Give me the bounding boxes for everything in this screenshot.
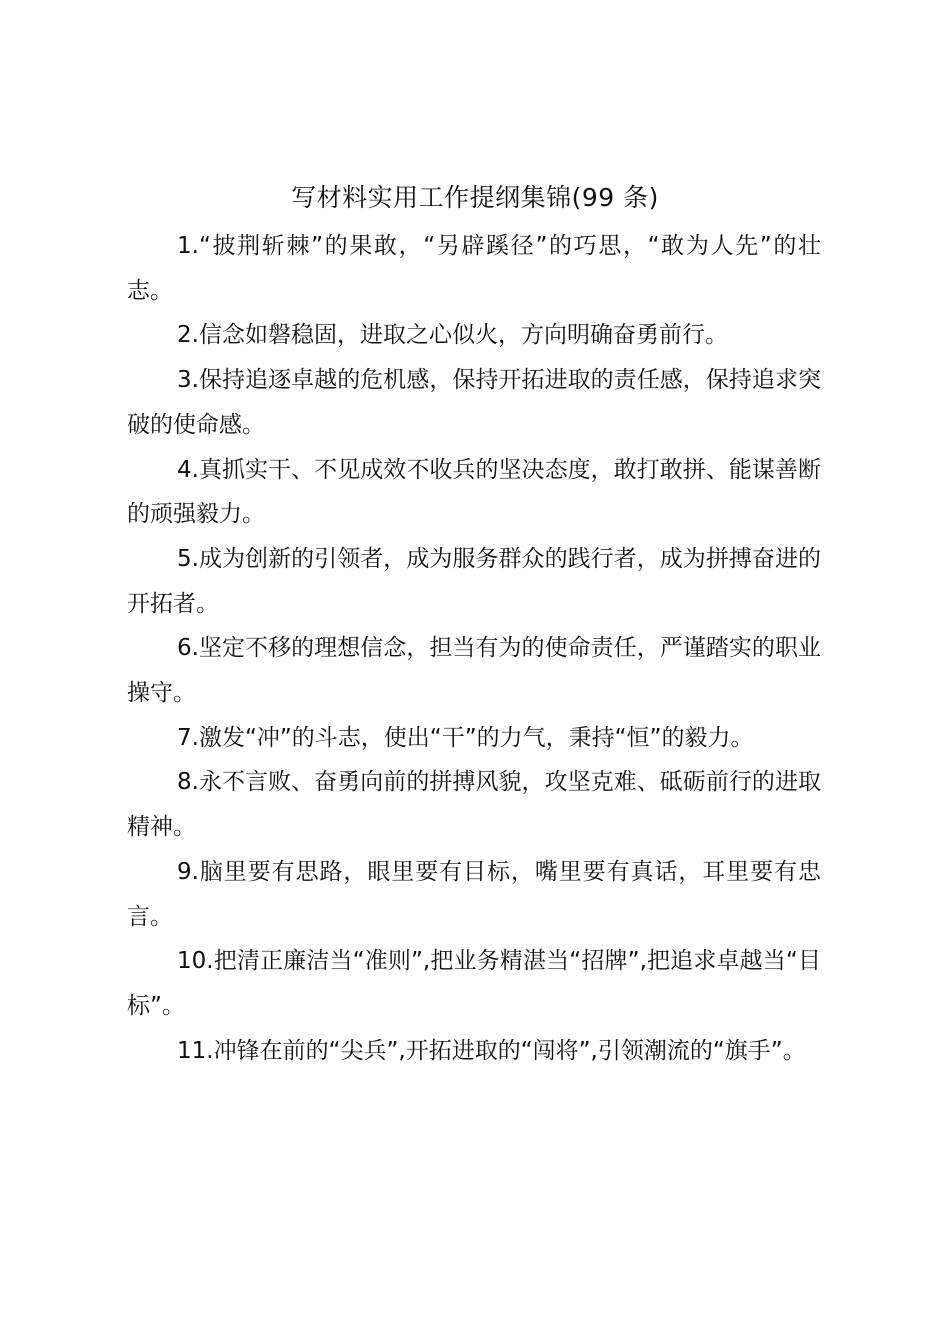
list-item-11: 11.冲锋在前的“尖兵”,开拓进取的“闯将”,引领潮流的“旗手”。 [177,1037,806,1064]
list-item-5: 5.成为创新的引领者，成为服务群众的践行者，成为拼搏奋进的开拓者。 [127,545,821,617]
list-item-7: 7.激发“冲”的斗志，使出“干”的力气，秉持“恒”的毅力。 [177,724,754,751]
list-item-10: 10.把清正廉洁当“准则”,把业务精湛当“招牌”,把追求卓越当“目标”。 [127,948,821,1019]
list-item-2: 2.信念如磐稳固，进取之心似火，方向明确奋勇前行。 [177,322,728,349]
list-item-6: 6.坚定不移的理想信念，担当有为的使命责任，严谨踏实的职业操守。 [127,635,821,707]
list-item-9: 9.脑里要有思路，眼里要有目标，嘴里要有真话，耳里要有忠言。 [127,858,821,930]
list-item-1: 1.“披荆斩棘”的果敢，“另辟蹊径”的巧思，“敢为人先”的壮志。 [127,233,821,304]
list-item-4: 4.真抓实干、不见成效不收兵的坚决态度，敢打敢拼、能谋善断的顽强毅力。 [127,456,821,528]
list-item-3: 3.保持追逐卓越的危机感，保持开拓进取的责任感，保持追求突破的使命感。 [127,367,821,438]
document-title: 写材料实用工作提纲集锦(99 条) [291,183,659,212]
document-body [127,224,821,1073]
list-item-8: 8.永不言败、奋勇向前的拼搏风貌，攻坚克难、砥砺前行的进取精神。 [127,769,821,841]
